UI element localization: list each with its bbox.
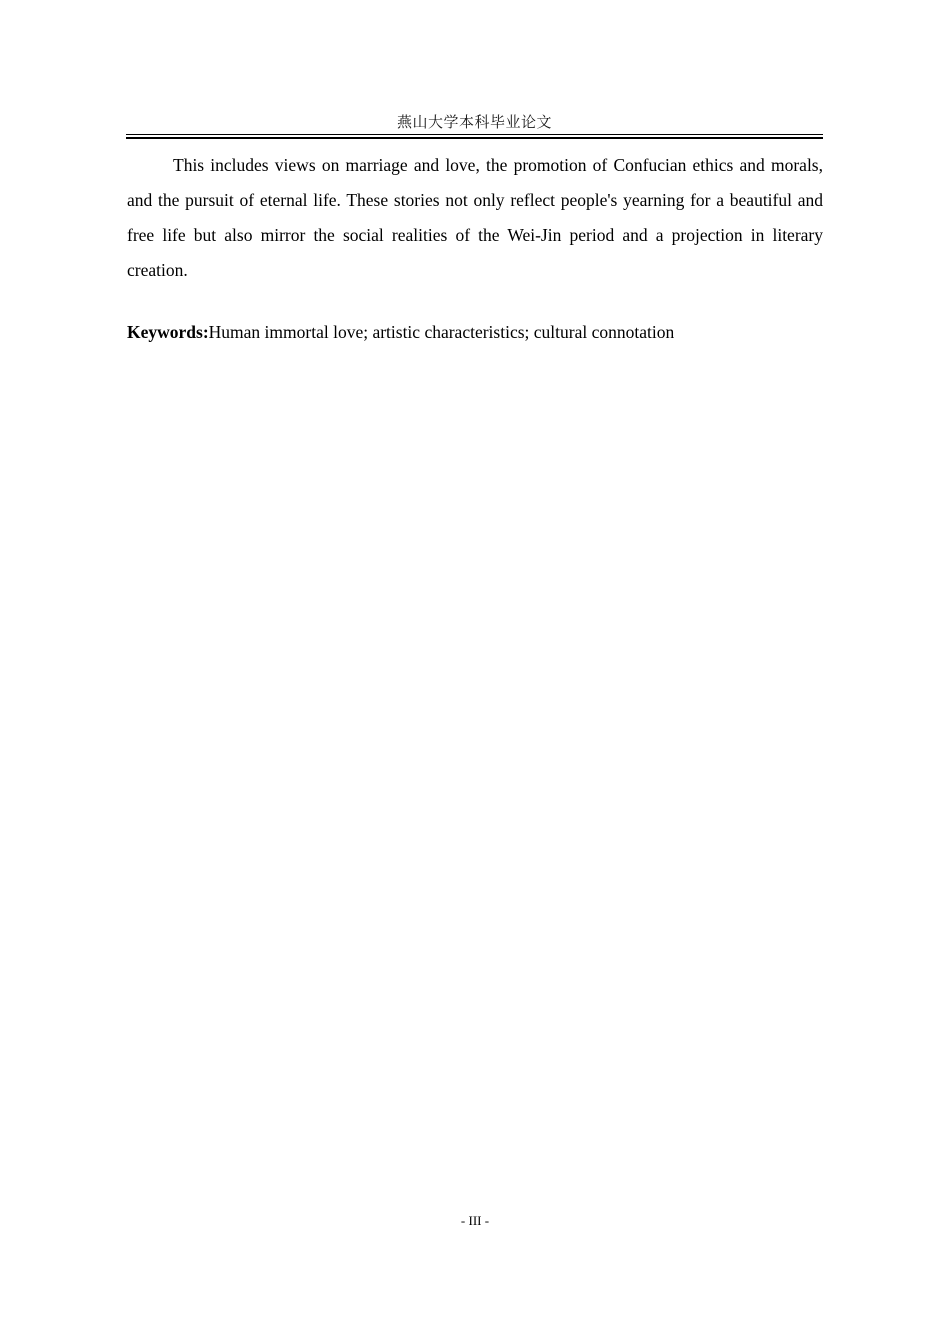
keywords-text: Human immortal love; artistic characteristics; cultural connotation <box>208 322 675 342</box>
page-header <box>126 112 823 139</box>
keywords-label: Keywords: <box>127 322 209 342</box>
abstract-paragraph: This includes views on marriage and love, the promotion of Confucian ethics and morals, and the pursuit of eternal life. These stories not only reflect people's yearning for a beautiful and free life but also mirror the social realities of the Wei-Jin period and a projection in literary creation. <box>127 155 823 280</box>
header-rule-thick <box>126 137 823 139</box>
header-rule-thin <box>126 134 823 135</box>
header-title: 燕山大学本科毕业论文 <box>396 113 552 131</box>
page-number: - III - <box>460 1213 490 1228</box>
keywords-line <box>127 317 823 347</box>
